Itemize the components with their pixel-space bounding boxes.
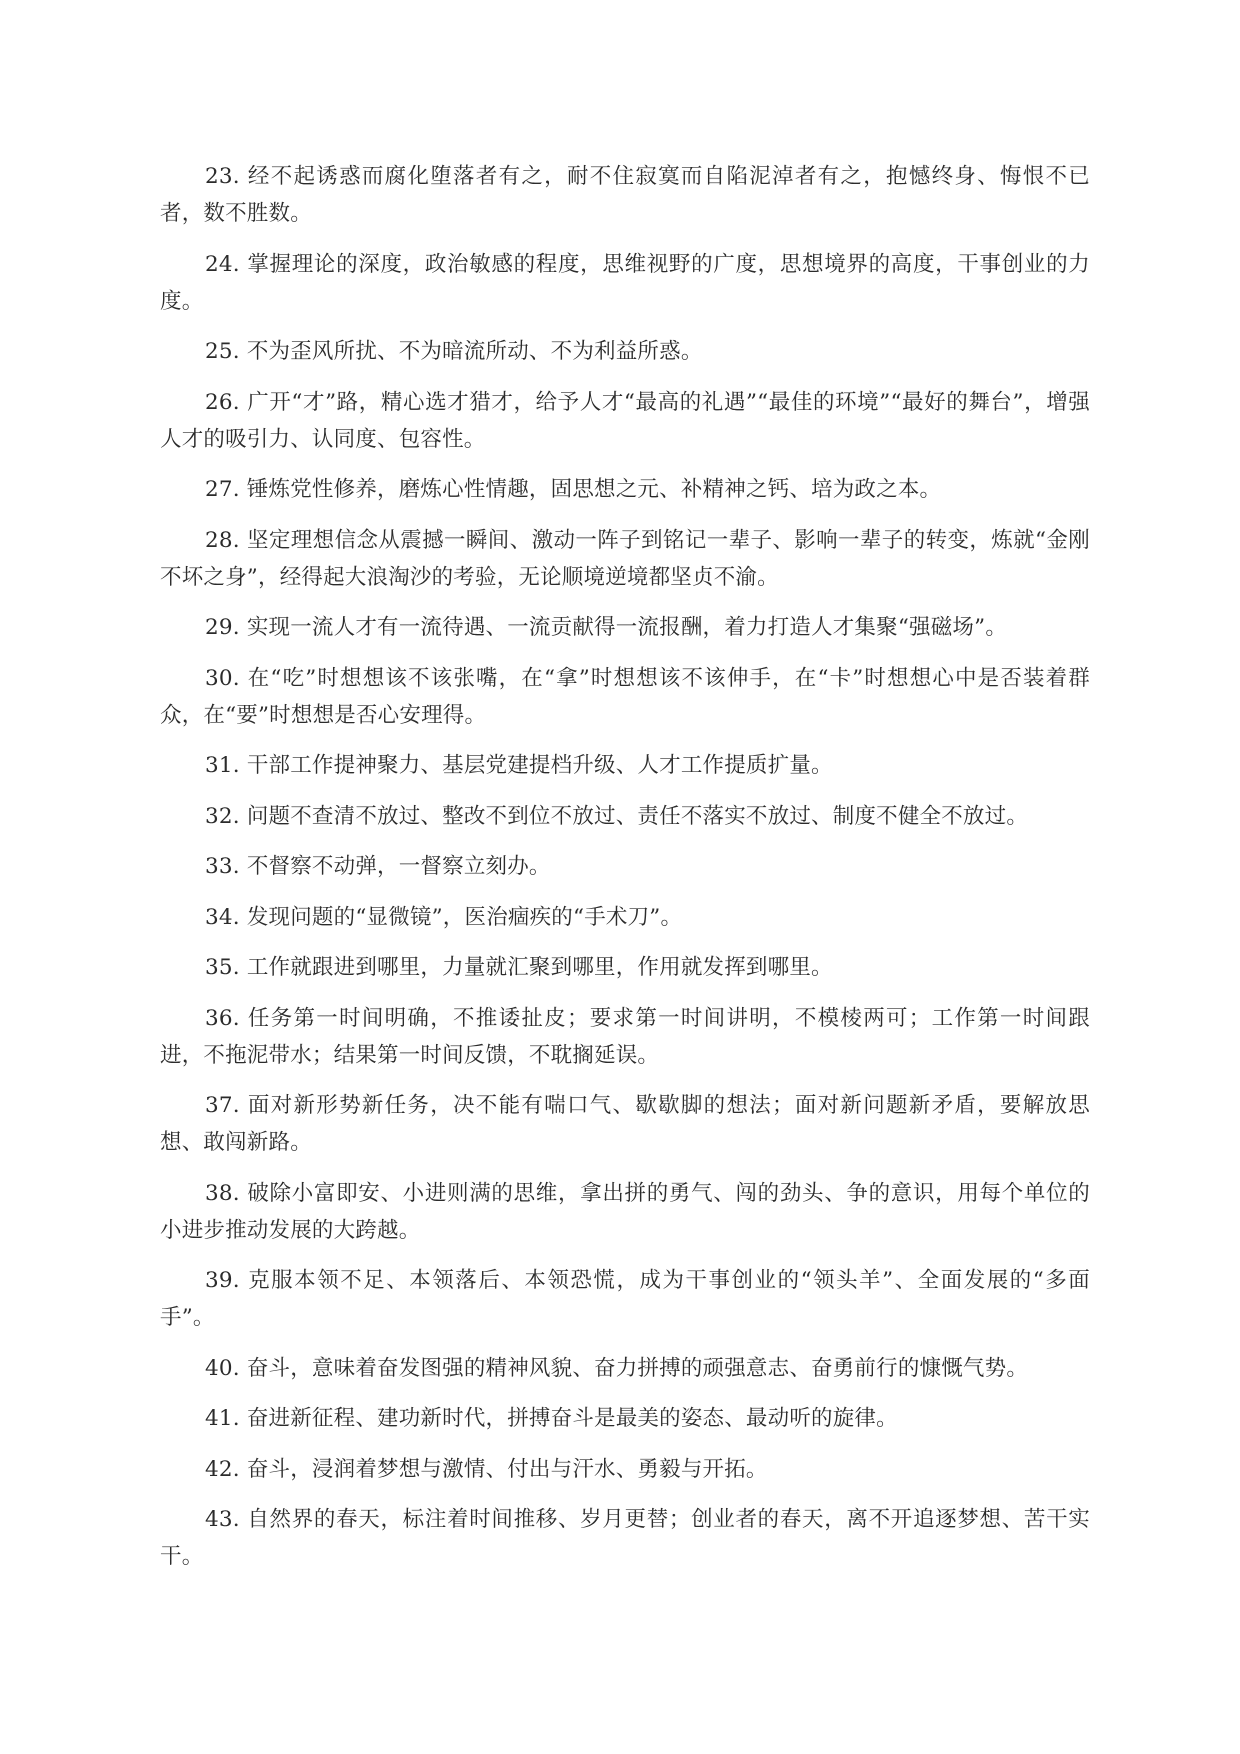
paragraph-43: 43. 自然界的春天，标注着时间推移、岁月更替；创业者的春天，离不开追逐梦想、苦干实干。: [160, 1507, 1090, 1569]
paragraph-31: 31. 干部工作提神聚力、基层党建提档升级、人才工作提质扩量。: [205, 753, 833, 778]
paragraph-33: 33. 不督察不动弹，一督察立刻办。: [205, 854, 551, 879]
document-page: [160, 158, 1090, 1589]
paragraph-36: 36. 任务第一时间明确，不推诿扯皮；要求第一时间讲明，不模棱两可；工作第一时间跟进，不拖泥带水；结果第一时间反馈，不耽搁延误。: [160, 1005, 1090, 1068]
paragraph-27: 27. 锤炼党性修养，磨炼心性情趣，固思想之元、补精神之钙、培为政之本。: [205, 477, 942, 502]
paragraph-34: 34. 发现问题的“显微镜”，医治痼疾的“手术刀”。: [205, 904, 683, 930]
paragraph-28: 28. 坚定理想信念从震撼一瞬间、激动一阵子到铭记一辈子、影响一辈子的转变，炼就“金刚不坏之身”，经得起大浪淘沙的考验，无论顺境逆境都坚贞不渝。: [160, 527, 1090, 590]
paragraph-41: 41. 奋进新征程、建功新时代，拼搏奋斗是最美的姿态、最动听的旋律。: [205, 1406, 898, 1431]
paragraph-24: 24. 掌握理论的深度，政治敏感的程度，思维视野的广度，思想境界的高度，干事创业的力度。: [160, 251, 1090, 314]
paragraph-35: 35. 工作就跟进到哪里，力量就汇聚到哪里，作用就发挥到哪里。: [205, 955, 833, 980]
paragraph-30: 30. 在“吃”时想想该不该张嘴，在“拿”时想想该不该伸手，在“卡”时想想心中是否装着群众，在“要”时想想是否心安理得。: [160, 665, 1090, 728]
paragraph-38: 38. 破除小富即安、小进则满的思维，拿出拼的勇气、闯的劲头、争的意识，用每个单位的小进步推动发展的大跨越。: [160, 1180, 1090, 1243]
paragraph-40: 40. 奋斗，意味着奋发图强的精神风貌、奋力拼搏的顽强意志、奋勇前行的慷慨气势。: [205, 1355, 1029, 1381]
paragraph-26: 26. 广开“才”路，精心选才猎才，给予人才“最高的礼遇”“最佳的环境”“最好的舞台”，增强人才的吸引力、认同度、包容性。: [160, 389, 1090, 452]
paragraph-29: 29. 实现一流人才有一流待遇、一流贡献得一流报酬，着力打造人才集聚“强磁场”。: [205, 615, 1008, 640]
paragraph-39: 39. 克服本领不足、本领落后、本领恐慌，成为干事创业的“领头羊”、全面发展的“多面手”。: [160, 1268, 1090, 1330]
paragraph-42: 42. 奋斗，浸润着梦想与激情、付出与汗水、勇毅与开拓。: [205, 1456, 768, 1482]
paragraph-37: 37. 面对新形势新任务，决不能有喘口气、歇歇脚的想法；面对新问题新矛盾，要解放思想、敢闯新路。: [160, 1093, 1090, 1155]
paragraph-25: 25. 不为歪风所扰、不为暗流所动、不为利益所惑。: [205, 339, 703, 364]
paragraph-23: 23. 经不起诱惑而腐化堕落者有之，耐不住寂寞而自陷泥淖者有之，抱憾终身、悔恨不已者，数不胜数。: [160, 164, 1090, 226]
paragraph-32: 32. 问题不查清不放过、整改不到位不放过、责任不落实不放过、制度不健全不放过。: [205, 803, 1029, 829]
